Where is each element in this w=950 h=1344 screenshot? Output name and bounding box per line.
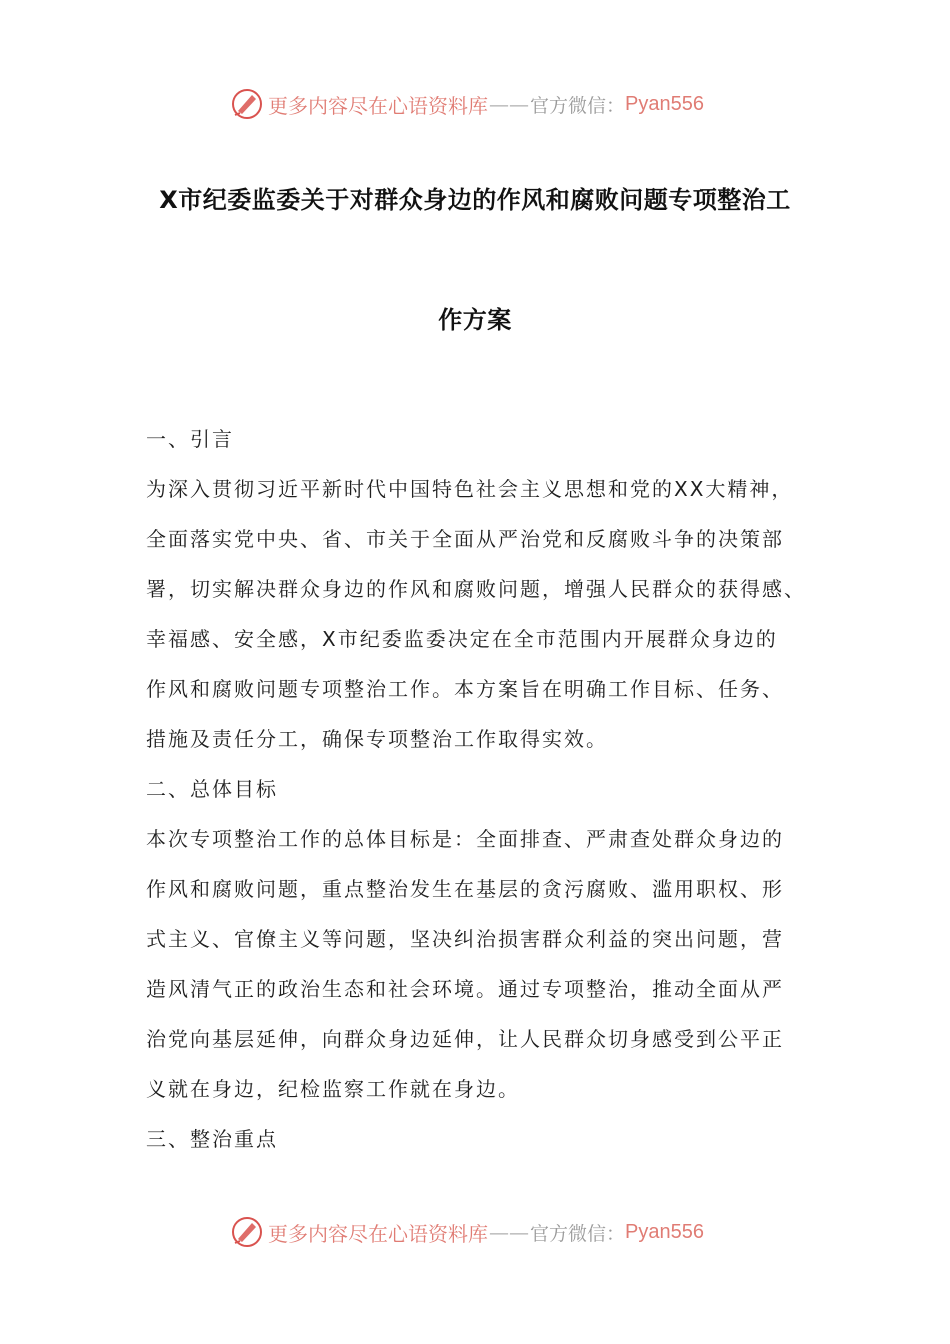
body-text-line: 式主义、官僚主义等问题，坚决纠治损害群众利益的突出问题，营 [146,927,784,951]
pen-logo-icon [230,1215,264,1249]
section-heading-introduction: 一、引言 [146,427,234,451]
banner-dash: —— [489,1220,529,1244]
banner-wechat-id: Pyan556 [625,1220,704,1243]
footer-watermark-banner [230,1212,704,1252]
body-text-line: 本次专项整治工作的总体目标是：全面排查、严肃查处群众身边的 [146,827,784,851]
document-body [146,414,826,1164]
body-text-line: 义就在身边，纪检监察工作就在身边。 [146,1077,520,1101]
body-text-line: 措施及责任分工，确保专项整治工作取得实效。 [146,727,608,751]
body-text-line: 作风和腐败问题专项整治工作。本方案旨在明确工作目标、任务、 [146,677,784,701]
banner-main-text: 更多内容尽在心语资料库 [268,1221,488,1246]
banner-main-text: 更多内容尽在心语资料库 [268,93,488,118]
body-text-line: 作风和腐败问题，重点整治发生在基层的贪污腐败、滥用职权、形 [146,877,784,901]
body-text-line: 治党向基层延伸，向群众身边延伸，让人民群众切身感受到公平正 [146,1027,784,1051]
banner-wechat-id: Pyan556 [625,92,704,115]
body-text-line: 幸福感、安全感，X市纪委监委决定在全市范围内开展群众身边的 [146,627,778,651]
body-text-line: 造风清气正的政治生态和社会环境。通过专项整治，推动全面从严 [146,977,784,1001]
banner-dash: —— [489,92,529,116]
banner-wechat-label: 官方微信： [530,1222,626,1245]
section-heading-rectification-focus: 三、整治重点 [146,1127,278,1151]
body-text-line: 为深入贯彻习近平新时代中国特色社会主义思想和党的XX大精神， [146,477,794,501]
section-heading-overall-goal: 二、总体目标 [146,777,278,801]
pen-logo-icon [230,87,264,121]
header-watermark-banner [230,84,704,124]
document-title-line-1: X市纪委监委关于对群众身边的作风和腐败问题专项整治工 [159,186,791,214]
body-text-line: 署，切实解决群众身边的作风和腐败问题，增强人民群众的获得感、 [146,577,806,601]
banner-wechat-label: 官方微信： [530,94,626,117]
body-text-line: 全面落实党中央、省、市关于全面从严治党和反腐败斗争的决策部 [146,527,784,551]
document-title-line-2: 作方案 [438,306,512,334]
